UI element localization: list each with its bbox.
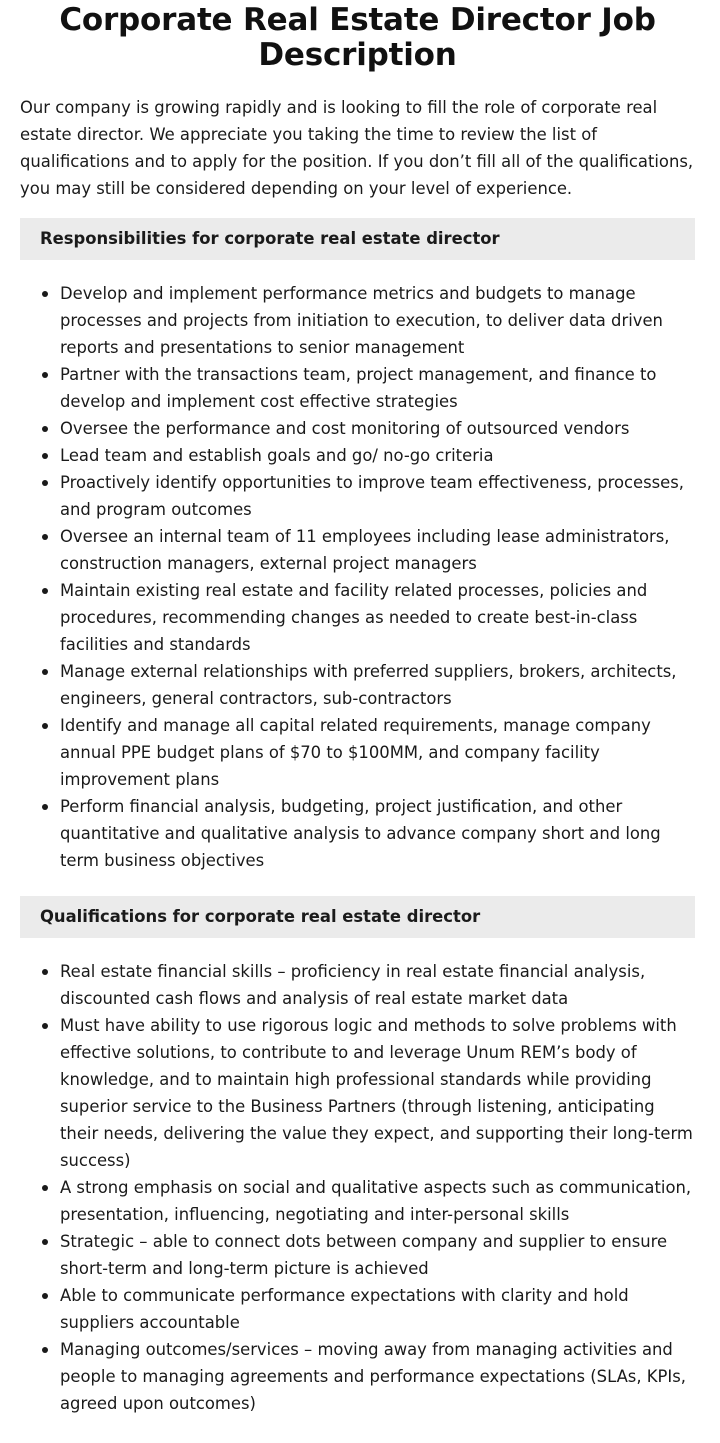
responsibilities-heading: Responsibilities for corporate real estate director (20, 218, 695, 260)
list-item: Perform financial analysis, budgeting, project justification, and other quantitative and qualitative analysis to advance company short and long term business objectives (60, 793, 695, 874)
intro-paragraph: Our company is growing rapidly and is looking to fill the role of corporate real estate director. We appreciate you taking the time to review the list of qualifications and to apply for the position. If you don’t fill all of the qualifications, you may still be considered depending on your level of experience. (20, 98, 694, 198)
list-item: Lead team and establish goals and go/ no-go criteria (60, 442, 695, 469)
list-item: Able to communicate performance expectations with clarity and hold suppliers accountable (60, 1282, 695, 1336)
section-spacer (20, 874, 695, 880)
qualifications-list (20, 958, 695, 1417)
list-item: Real estate financial skills – proficiency in real estate financial analysis, discounted cash flows and analysis of real estate market data (60, 958, 695, 1012)
list-item: Oversee the performance and cost monitoring of outsourced vendors (60, 415, 695, 442)
qualifications-heading: Qualifications for corporate real estate director (20, 896, 695, 938)
list-item: Develop and implement performance metrics and budgets to manage processes and projects from initiation to execution, to deliver data driven reports and presentations to senior management (60, 280, 695, 361)
list-item: Managing outcomes/services – moving away from managing activities and people to managing agreements and performance expectations (SLAs, KPIs, agreed upon outcomes) (60, 1336, 695, 1417)
responsibilities-list (20, 280, 695, 874)
list-item: Proactively identify opportunities to improve team effectiveness, processes, and program outcomes (60, 469, 695, 523)
list-item: Strategic – able to connect dots between company and supplier to ensure short-term and long-term picture is achieved (60, 1228, 695, 1282)
list-item: Maintain existing real estate and facility related processes, policies and procedures, recommending changes as needed to create best-in-class facilities and standards (60, 577, 695, 658)
page-title: Corporate Real Estate Director Job Description (59, 2, 656, 73)
list-item: Manage external relationships with preferred suppliers, brokers, architects, engineers, general contractors, sub-contractors (60, 658, 695, 712)
list-item: A strong emphasis on social and qualitative aspects such as communication, presentation, influencing, negotiating and inter-personal skills (60, 1174, 695, 1228)
list-item: Partner with the transactions team, project management, and finance to develop and implement cost effective strategies (60, 361, 695, 415)
list-item: Must have ability to use rigorous logic and methods to solve problems with effective solutions, to contribute to and leverage Unum REM’s body of knowledge, and to maintain high professional standards while providing superior service to the Business Partners (through listening, anticipating their needs, delivering the value they expect, and supporting their long-term success) (60, 1012, 695, 1174)
list-item: Identify and manage all capital related requirements, manage company annual PPE budget plans of $70 to $100MM, and company facility improvement plans (60, 712, 695, 793)
list-item: Oversee an internal team of 11 employees including lease administrators, construction managers, external project managers (60, 523, 695, 577)
